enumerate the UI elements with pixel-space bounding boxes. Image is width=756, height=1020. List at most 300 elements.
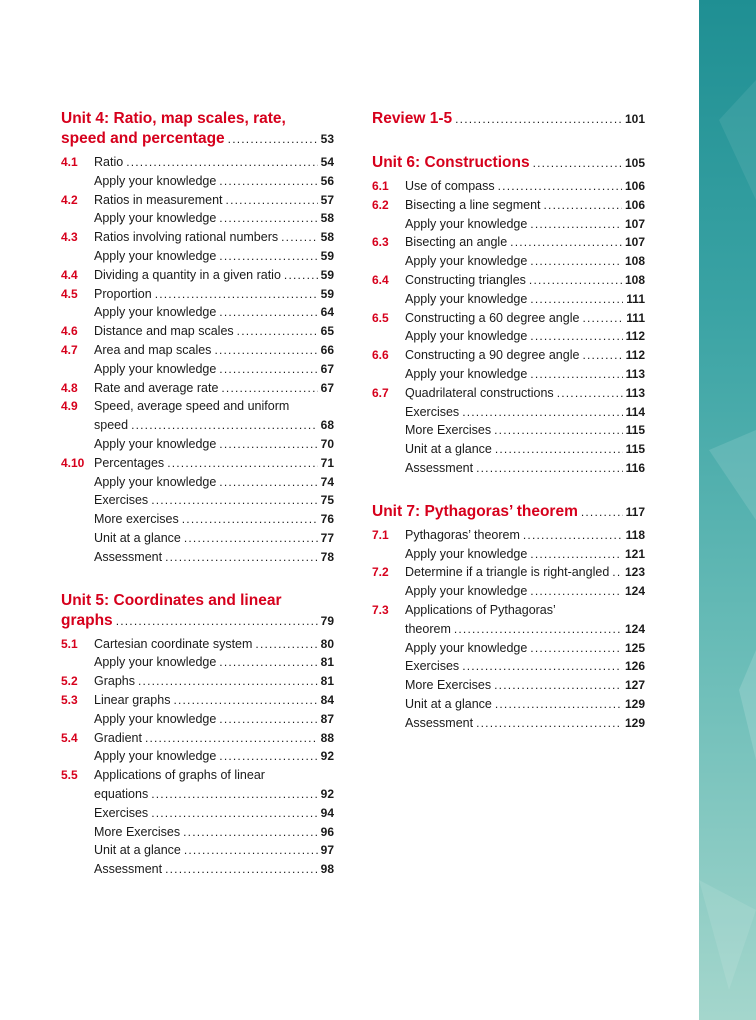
entry-title: Distance and map scales — [94, 324, 234, 339]
section-number: 4.2 — [61, 192, 78, 207]
unit-title-line — [61, 611, 334, 631]
entry-page-number: 58 — [320, 211, 334, 226]
toc-entry[interactable] — [61, 491, 334, 510]
entry-title: Apply your knowledge — [405, 366, 528, 381]
toc-entry[interactable] — [61, 841, 334, 860]
toc-entry[interactable] — [372, 215, 645, 234]
toc-entry[interactable] — [61, 454, 334, 473]
toc-entry[interactable] — [61, 785, 334, 804]
entry-title: Percentages — [94, 455, 165, 470]
unit-heading[interactable] — [61, 109, 334, 149]
toc-entry[interactable] — [372, 309, 645, 328]
toc-entry[interactable] — [61, 209, 334, 228]
section-number: 6.6 — [372, 348, 389, 363]
dot-leader — [494, 421, 623, 440]
dot-leader — [557, 384, 623, 403]
dot-leader — [612, 563, 622, 582]
dot-leader — [281, 228, 318, 247]
dot-leader — [182, 510, 318, 529]
dot-leader — [219, 653, 317, 672]
toc-entry[interactable] — [372, 601, 645, 620]
unit-page-number: 101 — [624, 112, 645, 126]
toc-unit-section — [372, 502, 645, 733]
dot-leader — [530, 327, 622, 346]
toc-entry[interactable] — [61, 341, 334, 360]
entry-page-number: 118 — [625, 527, 645, 542]
toc-entry[interactable] — [372, 639, 645, 658]
section-number: 4.6 — [61, 324, 78, 339]
entry-title: Graphs — [94, 674, 135, 689]
toc-entry[interactable] — [372, 177, 645, 196]
entry-page-number: 65 — [320, 324, 334, 339]
toc-entry[interactable] — [61, 548, 334, 567]
entry-title: theorem — [405, 621, 451, 636]
dot-leader — [582, 309, 623, 328]
dot-leader — [530, 252, 622, 271]
entry-title: Apply your knowledge — [94, 474, 217, 489]
section-number: 4.1 — [61, 155, 78, 169]
dot-leader — [219, 360, 317, 379]
entry-page-number: 116 — [625, 460, 645, 475]
entry-page-number: 129 — [624, 715, 645, 730]
entry-page-number: 59 — [320, 286, 334, 301]
toc-entry[interactable] — [372, 676, 645, 695]
dot-leader — [530, 215, 622, 234]
toc-entry[interactable] — [61, 747, 334, 766]
dot-leader — [219, 747, 317, 766]
toc-entry[interactable] — [61, 653, 334, 672]
entry-page-number: 125 — [624, 640, 645, 655]
toc-entry[interactable] — [61, 397, 334, 416]
entry-title: Apply your knowledge — [94, 173, 217, 188]
decorative-pattern — [699, 0, 756, 1020]
entry-title: Unit at a glance — [405, 696, 492, 711]
dot-leader — [221, 379, 317, 398]
entry-title: Unit at a glance — [94, 530, 181, 545]
toc-entry[interactable] — [372, 290, 645, 309]
entry-title: Ratio — [94, 155, 124, 169]
entry-title: Assessment — [405, 715, 474, 730]
unit-title-line — [61, 129, 334, 149]
toc-entry[interactable] — [372, 196, 645, 215]
section-number: 6.3 — [372, 235, 389, 250]
dot-leader — [219, 710, 317, 729]
entry-title: Apply your knowledge — [405, 546, 528, 561]
entry-title: Apply your knowledge — [405, 640, 528, 655]
entry-page-number: 59 — [320, 267, 334, 282]
dot-leader — [529, 271, 622, 290]
toc-entry[interactable] — [372, 695, 645, 714]
entry-title: Apply your knowledge — [94, 655, 217, 670]
dot-leader — [219, 247, 317, 266]
dot-leader — [151, 491, 317, 510]
dot-leader — [455, 109, 622, 129]
entry-page-number: 74 — [320, 474, 334, 489]
entry-page-number: 121 — [624, 546, 645, 561]
toc-entry[interactable] — [61, 303, 334, 322]
section-number: 6.2 — [372, 197, 389, 212]
dot-leader — [476, 714, 622, 733]
unit-title-line — [372, 109, 645, 129]
entry-page-number: 126 — [624, 659, 645, 674]
toc-column-left — [61, 109, 334, 903]
entry-title: Constructing triangles — [405, 272, 526, 287]
entry-page-number: 113 — [625, 385, 645, 400]
dot-leader — [495, 440, 623, 459]
toc-entry[interactable] — [61, 379, 334, 398]
dot-leader — [530, 545, 622, 564]
entry-title: Apply your knowledge — [405, 329, 528, 344]
dot-leader — [582, 346, 622, 365]
entry-title: Proportion — [94, 286, 152, 301]
toc-entry[interactable] — [61, 510, 334, 529]
toc-entry[interactable] — [61, 360, 334, 379]
toc-column-right — [372, 109, 645, 757]
toc-entry[interactable] — [61, 322, 334, 341]
dot-leader — [237, 322, 318, 341]
entry-title: Dividing a quantity in a given ratio — [94, 267, 281, 282]
entry-title: Apply your knowledge — [405, 291, 528, 306]
toc-entry[interactable] — [61, 823, 334, 842]
dot-leader — [530, 365, 622, 384]
toc-entry[interactable] — [61, 285, 334, 304]
section-number: 4.9 — [61, 399, 78, 414]
toc-entry[interactable] — [372, 545, 645, 564]
entry-page-number: 57 — [320, 192, 334, 207]
entry-page-number: 81 — [320, 655, 334, 670]
dot-leader — [219, 303, 317, 322]
dot-leader — [226, 191, 318, 210]
dot-leader — [151, 785, 317, 804]
dot-leader — [145, 729, 318, 748]
dot-leader — [155, 285, 318, 304]
dot-leader — [462, 657, 622, 676]
section-number: 7.2 — [372, 565, 389, 580]
entry-page-number: 107 — [624, 235, 645, 250]
entry-page-number: 67 — [320, 361, 334, 376]
toc-entry[interactable] — [61, 860, 334, 879]
section-number: 5.5 — [61, 768, 78, 783]
toc-unit-section — [61, 109, 334, 567]
entry-title: Speed, average speed and uniform — [94, 399, 290, 414]
toc-entry[interactable] — [372, 582, 645, 601]
entry-page-number: 96 — [320, 824, 334, 839]
entry-title: equations — [94, 786, 149, 801]
toc-entry[interactable] — [61, 435, 334, 454]
entry-title: Exercises — [94, 493, 149, 508]
unit-heading[interactable] — [372, 109, 645, 129]
entry-title: Gradient — [94, 730, 142, 745]
entry-title: Assessment — [405, 460, 474, 475]
toc-entry[interactable] — [61, 473, 334, 492]
entry-title: Applications of Pythagoras’ — [405, 602, 556, 617]
section-number: 5.4 — [61, 730, 78, 745]
entry-title: Constructing a 90 degree angle — [405, 348, 580, 363]
toc-entry[interactable] — [372, 252, 645, 271]
dot-leader — [510, 233, 622, 252]
entry-title: Applications of graphs of linear — [94, 768, 265, 783]
toc-entry[interactable] — [61, 766, 334, 785]
entry-title: Rate and average rate — [94, 380, 219, 395]
unit-page-number: 105 — [624, 156, 645, 170]
entry-page-number: 115 — [625, 442, 645, 457]
toc-entry[interactable] — [61, 247, 334, 266]
entry-page-number: 112 — [625, 329, 645, 344]
unit-page-number: 53 — [320, 132, 334, 146]
toc-unit-section — [372, 109, 645, 129]
entry-page-number: 127 — [624, 678, 645, 693]
section-number: 5.1 — [61, 636, 78, 651]
entry-title: Determine if a triangle is right-angled — [405, 565, 610, 580]
toc-entry[interactable] — [61, 691, 334, 710]
unit-title-line — [372, 502, 645, 522]
entry-page-number: 114 — [625, 404, 645, 419]
toc-entry[interactable] — [372, 421, 645, 440]
dot-leader — [530, 639, 622, 658]
unit-heading[interactable] — [61, 591, 334, 631]
section-number: 5.3 — [61, 692, 78, 707]
entry-title: More exercises — [94, 512, 179, 527]
unit-page-number: 117 — [625, 504, 645, 519]
dot-leader — [184, 529, 318, 548]
dot-leader — [523, 526, 623, 545]
unit-heading[interactable] — [372, 502, 645, 522]
unit-title: Review 1-5 — [372, 110, 453, 127]
entry-page-number: 106 — [624, 197, 645, 212]
entry-title: Exercises — [405, 659, 460, 674]
entry-page-number: 108 — [624, 272, 645, 287]
entry-page-number: 97 — [320, 843, 334, 858]
toc-entry[interactable] — [372, 365, 645, 384]
toc-entry[interactable] — [61, 672, 334, 691]
dot-leader — [533, 153, 622, 173]
entry-page-number: 115 — [625, 423, 645, 438]
entry-page-number: 67 — [320, 380, 334, 395]
entry-page-number: 77 — [320, 530, 334, 545]
toc-entry[interactable] — [372, 714, 645, 733]
entry-page-number: 106 — [624, 179, 645, 193]
dot-leader — [219, 435, 317, 454]
entry-page-number: 88 — [320, 730, 334, 745]
entry-title: Area and map scales — [94, 342, 212, 357]
section-number: 7.1 — [372, 527, 389, 542]
dot-leader — [530, 582, 622, 601]
entry-title: Bisecting an angle — [405, 235, 508, 250]
unit-title-line1: Unit 4: Ratio, map scales, rate, — [61, 110, 286, 127]
toc-entry[interactable] — [61, 529, 334, 548]
toc-entry[interactable] — [372, 384, 645, 403]
dot-leader — [131, 416, 318, 435]
section-number: 4.7 — [61, 342, 78, 357]
toc-unit-section — [61, 591, 334, 879]
section-number: 4.10 — [61, 455, 85, 470]
dot-leader — [476, 459, 623, 478]
toc-entry[interactable] — [372, 620, 645, 639]
toc-entry[interactable] — [61, 804, 334, 823]
toc-entry[interactable] — [61, 266, 334, 285]
entry-title: Assessment — [94, 862, 163, 877]
dot-leader — [498, 177, 622, 196]
toc-entry[interactable] — [372, 327, 645, 346]
dot-leader — [219, 172, 317, 191]
toc-entry[interactable] — [372, 271, 645, 290]
entry-title: Bisecting a line segment — [405, 197, 541, 212]
entry-title: Apply your knowledge — [94, 436, 217, 451]
entry-page-number: 124 — [624, 621, 645, 636]
entry-page-number: 87 — [320, 711, 334, 726]
section-number: 4.4 — [61, 267, 78, 282]
section-number: 4.8 — [61, 380, 78, 395]
section-number: 5.2 — [61, 674, 78, 689]
entry-page-number: 68 — [320, 418, 334, 433]
entry-title: Unit at a glance — [94, 843, 181, 858]
entry-title: Exercises — [405, 404, 460, 419]
toc-entry[interactable] — [61, 710, 334, 729]
dot-leader — [544, 196, 622, 215]
toc-entry[interactable] — [61, 416, 334, 435]
entry-page-number: 129 — [624, 696, 645, 711]
toc-entry[interactable] — [372, 459, 645, 478]
entry-title: Apply your knowledge — [94, 749, 217, 764]
dot-leader — [530, 290, 623, 309]
toc-entry[interactable] — [372, 233, 645, 252]
entry-page-number: 70 — [320, 436, 334, 451]
entry-page-number: 111 — [626, 291, 645, 306]
entry-title: Apply your knowledge — [94, 305, 217, 320]
entry-page-number: 81 — [320, 674, 334, 689]
toc-entry[interactable] — [372, 403, 645, 422]
entry-title: Assessment — [94, 549, 163, 564]
entry-title: Apply your knowledge — [94, 361, 217, 376]
dot-leader — [255, 635, 317, 654]
toc-entry[interactable] — [372, 563, 645, 582]
dot-leader — [183, 823, 318, 842]
entry-page-number: 84 — [320, 692, 334, 707]
entry-page-number: 111 — [626, 310, 645, 325]
dot-leader — [284, 266, 318, 285]
entry-page-number: 66 — [320, 342, 334, 357]
toc-entry[interactable] — [61, 153, 334, 172]
toc-entry[interactable] — [61, 729, 334, 748]
unit-title-line1: Unit 5: Coordinates and linear — [61, 591, 282, 609]
unit-title-line — [372, 153, 645, 173]
entry-page-number: 124 — [624, 584, 645, 599]
dot-leader — [214, 341, 317, 360]
toc-unit-section — [372, 153, 645, 478]
entry-page-number: 54 — [320, 155, 334, 169]
entry-title: More Exercises — [94, 824, 181, 839]
dot-leader — [462, 403, 622, 422]
entry-page-number: 98 — [320, 862, 334, 877]
entry-title: Apply your knowledge — [405, 584, 528, 599]
unit-title: Unit 6: Constructions — [372, 154, 530, 171]
dot-leader — [228, 129, 318, 149]
toc-entry[interactable] — [61, 228, 334, 247]
entry-title: Apply your knowledge — [94, 211, 217, 226]
entry-page-number: 64 — [320, 305, 334, 320]
dot-leader — [138, 672, 318, 691]
section-number: 7.3 — [372, 602, 389, 617]
entry-page-number: 108 — [624, 254, 645, 269]
entry-page-number: 80 — [320, 636, 334, 651]
entry-title: Cartesian coordinate system — [94, 636, 253, 651]
dot-leader — [126, 153, 317, 172]
entry-page-number: 56 — [320, 173, 334, 188]
toc-entry[interactable] — [372, 346, 645, 365]
toc-entry[interactable] — [61, 635, 334, 654]
decorative-side-strip — [699, 0, 756, 1020]
entry-title: Apply your knowledge — [405, 216, 528, 231]
section-number: 6.1 — [372, 179, 389, 193]
unit-heading[interactable] — [372, 153, 645, 173]
entry-title: Linear graphs — [94, 692, 171, 707]
entry-title: More Exercises — [405, 678, 492, 693]
section-number: 4.5 — [61, 286, 78, 301]
entry-title: Use of compass — [405, 179, 495, 193]
unit-page-number: 79 — [320, 613, 334, 628]
entry-page-number: 75 — [320, 493, 334, 508]
section-number: 6.7 — [372, 385, 389, 400]
entry-title: Quadrilateral constructions — [405, 385, 554, 400]
dot-leader — [165, 860, 318, 879]
entry-page-number: 92 — [320, 786, 334, 801]
entry-page-number: 94 — [320, 805, 334, 820]
entry-page-number: 58 — [320, 230, 334, 245]
entry-page-number: 113 — [625, 366, 645, 381]
entry-page-number: 92 — [320, 749, 334, 764]
entry-page-number: 107 — [624, 216, 645, 231]
dot-leader — [495, 695, 622, 714]
dot-leader — [165, 548, 318, 567]
entry-page-number: 78 — [320, 549, 334, 564]
section-number: 6.4 — [372, 272, 389, 287]
dot-leader — [219, 209, 317, 228]
toc-entry[interactable] — [61, 191, 334, 210]
entry-page-number: 112 — [625, 348, 645, 363]
entry-title: Apply your knowledge — [94, 248, 217, 263]
entry-title: More Exercises — [405, 423, 492, 438]
entry-title: Apply your knowledge — [405, 254, 528, 269]
entry-title: Pythagoras’ theorem — [405, 527, 520, 542]
dot-leader — [581, 502, 623, 522]
dot-leader — [116, 611, 318, 631]
dot-leader — [219, 473, 317, 492]
dot-leader — [151, 804, 317, 823]
entry-title: Ratios involving rational numbers — [94, 230, 279, 245]
entry-title: Apply your knowledge — [94, 711, 217, 726]
dot-leader — [173, 691, 317, 710]
entry-page-number: 71 — [320, 455, 334, 470]
unit-title: graphs — [61, 611, 113, 629]
section-number: 6.5 — [372, 310, 389, 325]
toc-entry[interactable] — [61, 172, 334, 191]
entry-title: Exercises — [94, 805, 149, 820]
dot-leader — [184, 841, 318, 860]
toc-entry[interactable] — [372, 657, 645, 676]
toc-entry[interactable] — [372, 526, 645, 545]
dot-leader — [494, 676, 622, 695]
entry-title: Ratios in measurement — [94, 192, 223, 207]
entry-page-number: 59 — [320, 248, 334, 263]
section-number: 4.3 — [61, 230, 78, 245]
unit-title: speed and percentage — [61, 130, 225, 147]
entry-page-number: 123 — [624, 565, 645, 580]
unit-title: Unit 7: Pythagoras’ theorem — [372, 502, 578, 520]
entry-title: Constructing a 60 degree angle — [405, 310, 580, 325]
dot-leader — [454, 620, 622, 639]
entry-title: speed — [94, 418, 129, 433]
toc-entry[interactable] — [372, 440, 645, 459]
